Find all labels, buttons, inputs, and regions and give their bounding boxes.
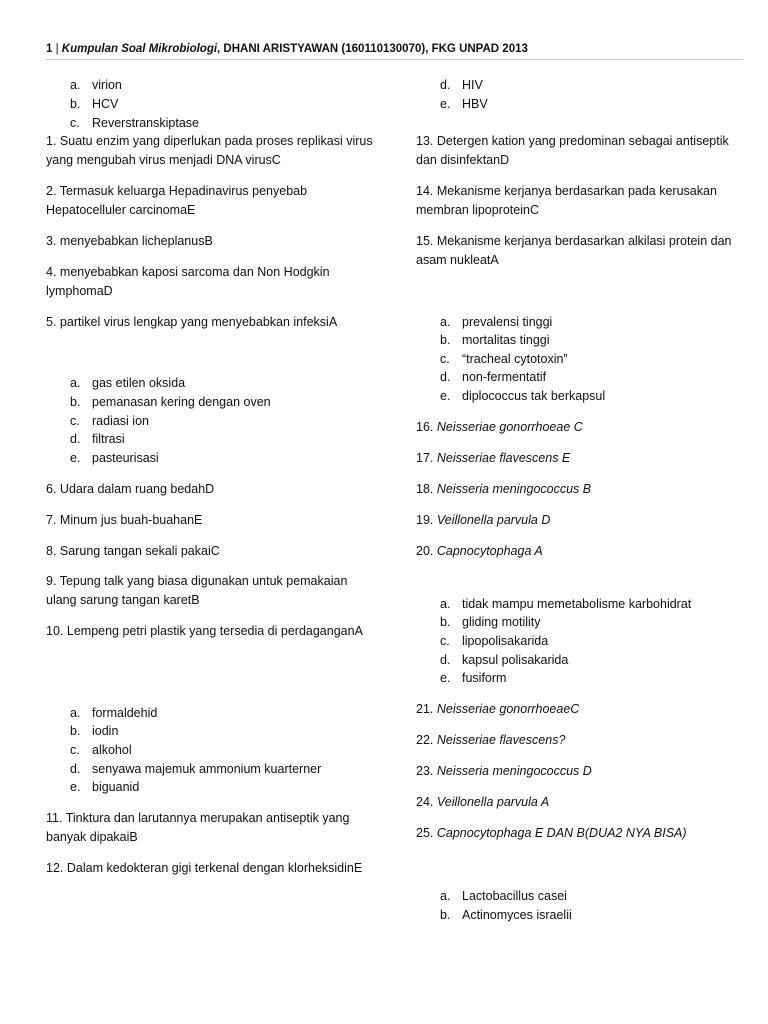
option-letter: c.: [70, 414, 80, 428]
question-item: [416, 232, 746, 269]
question-number: 8.: [46, 544, 57, 558]
question-number: 5.: [46, 315, 57, 329]
question-number: 19.: [416, 513, 434, 527]
option-letter: b.: [70, 724, 81, 738]
answer-option: [416, 906, 746, 925]
question-number: 7.: [46, 513, 57, 527]
question-number: 22.: [416, 733, 434, 747]
option-text: Actinomyces israelii: [462, 908, 572, 922]
answer-option: [46, 741, 376, 760]
question-number: 23.: [416, 764, 434, 778]
option-text: fusiform: [462, 671, 507, 685]
answer-option: [416, 76, 746, 95]
question-text: Veillonella parvula A: [436, 795, 550, 809]
question-text: Dalam kedokteran gigi terkenal dengan klorheksidinE: [66, 861, 363, 875]
option-letter: d.: [70, 432, 81, 446]
option-text: Reverstranskiptase: [92, 116, 199, 130]
question-number: 16.: [416, 420, 434, 434]
answer-option: [46, 393, 376, 412]
question-item: [46, 232, 376, 251]
answer-option: [416, 613, 746, 632]
question-number: 14.: [416, 184, 434, 198]
option-letter: b.: [440, 908, 451, 922]
answer-option: [416, 669, 746, 688]
answer-option: [46, 704, 376, 723]
option-text: formaldehid: [92, 706, 158, 720]
question-text: Minum jus buah-buahanE: [59, 513, 203, 527]
question-text: Capnocytophaga A: [436, 544, 543, 558]
question-text: Neisseria meningococcus B: [436, 482, 592, 496]
question-number: 2.: [46, 184, 57, 198]
answer-option: [46, 760, 376, 779]
answer-option: [46, 412, 376, 431]
option-text: radiasi ion: [92, 414, 149, 428]
question-item: [46, 182, 376, 219]
answer-option: [46, 778, 376, 797]
option-letter: e.: [440, 97, 451, 111]
answer-option: [416, 350, 746, 369]
option-text: biguanid: [92, 780, 140, 794]
option-letter: e.: [70, 451, 81, 465]
answer-option: [416, 387, 746, 406]
option-letter: b.: [440, 615, 451, 629]
option-text: tidak mampu memetabolisme karbohidrat: [462, 597, 692, 611]
option-text: HIV: [462, 78, 483, 92]
question-text: Sarung tangan sekali pakaiC: [59, 544, 220, 558]
option-letter: d.: [440, 653, 451, 667]
header-separator: |: [52, 43, 62, 55]
question-item: [46, 572, 376, 609]
question-text: Capnocytophaga E DAN B(DUA2 NYA BISA): [436, 826, 687, 840]
option-text: pemanasan kering dengan oven: [92, 395, 271, 409]
question-item: [46, 511, 376, 530]
question-item: [46, 809, 376, 846]
question-number: 12.: [46, 861, 64, 875]
option-text: non-fermentatif: [462, 370, 547, 384]
option-letter: e.: [440, 389, 451, 403]
option-text: HBV: [462, 97, 488, 111]
question-item: [416, 542, 746, 561]
answer-option: [416, 887, 746, 906]
option-text: iodin: [92, 724, 119, 738]
question-number: 6.: [46, 482, 57, 496]
question-text: Udara dalam ruang bedahD: [59, 482, 215, 496]
question-number: 24.: [416, 795, 434, 809]
question-number: 9.: [46, 574, 57, 588]
option-letter: d.: [70, 762, 81, 776]
question-text: Mekanisme kerjanya berdasarkan alkilasi protein dan asam nukleatA: [416, 234, 732, 267]
question-item: [46, 542, 376, 561]
question-number: 1.: [46, 134, 57, 148]
option-letter: a.: [440, 315, 451, 329]
question-item: [416, 418, 746, 437]
option-letter: c.: [70, 116, 80, 130]
option-text: gliding motility: [462, 615, 541, 629]
question-item: [416, 449, 746, 468]
option-letter: b.: [70, 97, 81, 111]
option-text: HCV: [92, 97, 119, 111]
option-text: lipopolisakarida: [462, 634, 549, 648]
question-text: menyebabkan kaposi sarcoma dan Non Hodgkin lymphomaD: [46, 265, 330, 298]
question-text: partikel virus lengkap yang menyebabkan infeksiA: [59, 315, 338, 329]
question-item: [46, 263, 376, 300]
answer-option: [46, 114, 376, 133]
answer-option: [46, 374, 376, 393]
question-item: [416, 511, 746, 530]
question-number: 21.: [416, 702, 434, 716]
document-title: Kumpulan Soal Mikrobiologi: [61, 43, 218, 55]
option-text: Lactobacillus casei: [462, 889, 567, 903]
option-text: senyawa majemuk ammonium kuarterner: [92, 762, 322, 776]
question-text: Lempeng petri plastik yang tersedia di perdaganganA: [66, 624, 363, 638]
option-text: pasteurisasi: [92, 451, 159, 465]
option-letter: a.: [440, 889, 451, 903]
question-number: 13.: [416, 134, 434, 148]
answer-option: [46, 95, 376, 114]
question-number: 20.: [416, 544, 434, 558]
answer-option: [416, 313, 746, 332]
question-text: menyebabkan licheplanusB: [59, 234, 213, 248]
option-letter: c.: [440, 634, 450, 648]
option-text: mortalitas tinggi: [462, 333, 550, 347]
answer-option: [46, 430, 376, 449]
question-text: Neisseriae flavescens E: [436, 451, 571, 465]
question-text: Suatu enzim yang diperlukan pada proses replikasi virus yang mengubah virus menjadi DNA virusC: [46, 134, 373, 167]
option-letter: c.: [440, 352, 450, 366]
answer-option: [46, 722, 376, 741]
page-number: 1: [46, 43, 53, 55]
option-letter: d.: [440, 370, 451, 384]
option-letter: e.: [70, 780, 81, 794]
option-text: alkohol: [92, 743, 132, 757]
option-text: gas etilen oksida: [92, 376, 186, 390]
option-letter: d.: [440, 78, 451, 92]
option-letter: b.: [70, 395, 81, 409]
option-text: “tracheal cytotoxin”: [462, 352, 568, 366]
question-number: 17.: [416, 451, 434, 465]
answer-option: [416, 95, 746, 114]
question-number: 15.: [416, 234, 434, 248]
option-text: diplococcus tak berkapsul: [462, 389, 606, 403]
question-text: Neisseriae gonorrhoeae C: [436, 420, 583, 434]
option-letter: b.: [440, 333, 451, 347]
answer-option: [416, 632, 746, 651]
question-text: Tepung talk yang biasa digunakan untuk pemakaian ulang sarung tangan karetB: [46, 574, 348, 607]
answer-option: [416, 368, 746, 387]
question-text: Neisseria meningococcus D: [436, 764, 592, 778]
question-item: [46, 622, 376, 641]
question-item: [416, 793, 746, 812]
header-divider: [46, 59, 743, 60]
question-item: [416, 762, 746, 781]
question-text: Neisseriae gonorrhoeaeC: [436, 702, 580, 716]
answer-option: [416, 331, 746, 350]
question-item: [46, 859, 376, 878]
question-item: [46, 132, 376, 169]
option-text: prevalensi tinggi: [462, 315, 553, 329]
question-item: [416, 480, 746, 499]
page-header: [46, 43, 743, 55]
question-item: [46, 480, 376, 499]
question-number: 10.: [46, 624, 64, 638]
question-text: Veillonella parvula D: [436, 513, 551, 527]
option-text: kapsul polisakarida: [462, 653, 569, 667]
option-letter: a.: [70, 78, 81, 92]
option-letter: a.: [70, 706, 81, 720]
option-letter: c.: [70, 743, 80, 757]
question-text: Mekanisme kerjanya berdasarkan pada kerusakan membran lipoproteinC: [416, 184, 717, 217]
question-item: [416, 824, 746, 843]
question-text: Termasuk keluarga Hepadinavirus penyebab Hepatocelluler carcinomaE: [46, 184, 308, 217]
answer-option: [416, 651, 746, 670]
option-text: virion: [92, 78, 122, 92]
document-author: , DHANI ARISTYAWAN (160110130070), FKG UNPAD 2013: [217, 43, 528, 55]
question-number: 18.: [416, 482, 434, 496]
question-number: 25.: [416, 826, 434, 840]
question-item: [416, 132, 746, 169]
option-letter: e.: [440, 671, 451, 685]
question-text: Detergen kation yang predominan sebagai antiseptik dan disinfektanD: [416, 134, 729, 167]
answer-option: [46, 449, 376, 468]
question-text: Tinktura dan larutannya merupakan antiseptik yang banyak dipakaiB: [46, 811, 350, 844]
question-item: [46, 313, 376, 332]
question-number: 3.: [46, 234, 57, 248]
answer-option: [46, 76, 376, 95]
question-number: 4.: [46, 265, 57, 279]
question-item: [416, 700, 746, 719]
option-letter: a.: [440, 597, 451, 611]
question-item: [416, 731, 746, 750]
answer-option: [416, 595, 746, 614]
option-text: filtrasi: [92, 432, 125, 446]
question-number: 11.: [46, 811, 63, 825]
option-letter: a.: [70, 376, 81, 390]
question-item: [416, 182, 746, 219]
question-text: Neisseriae flavescens?: [436, 733, 566, 747]
